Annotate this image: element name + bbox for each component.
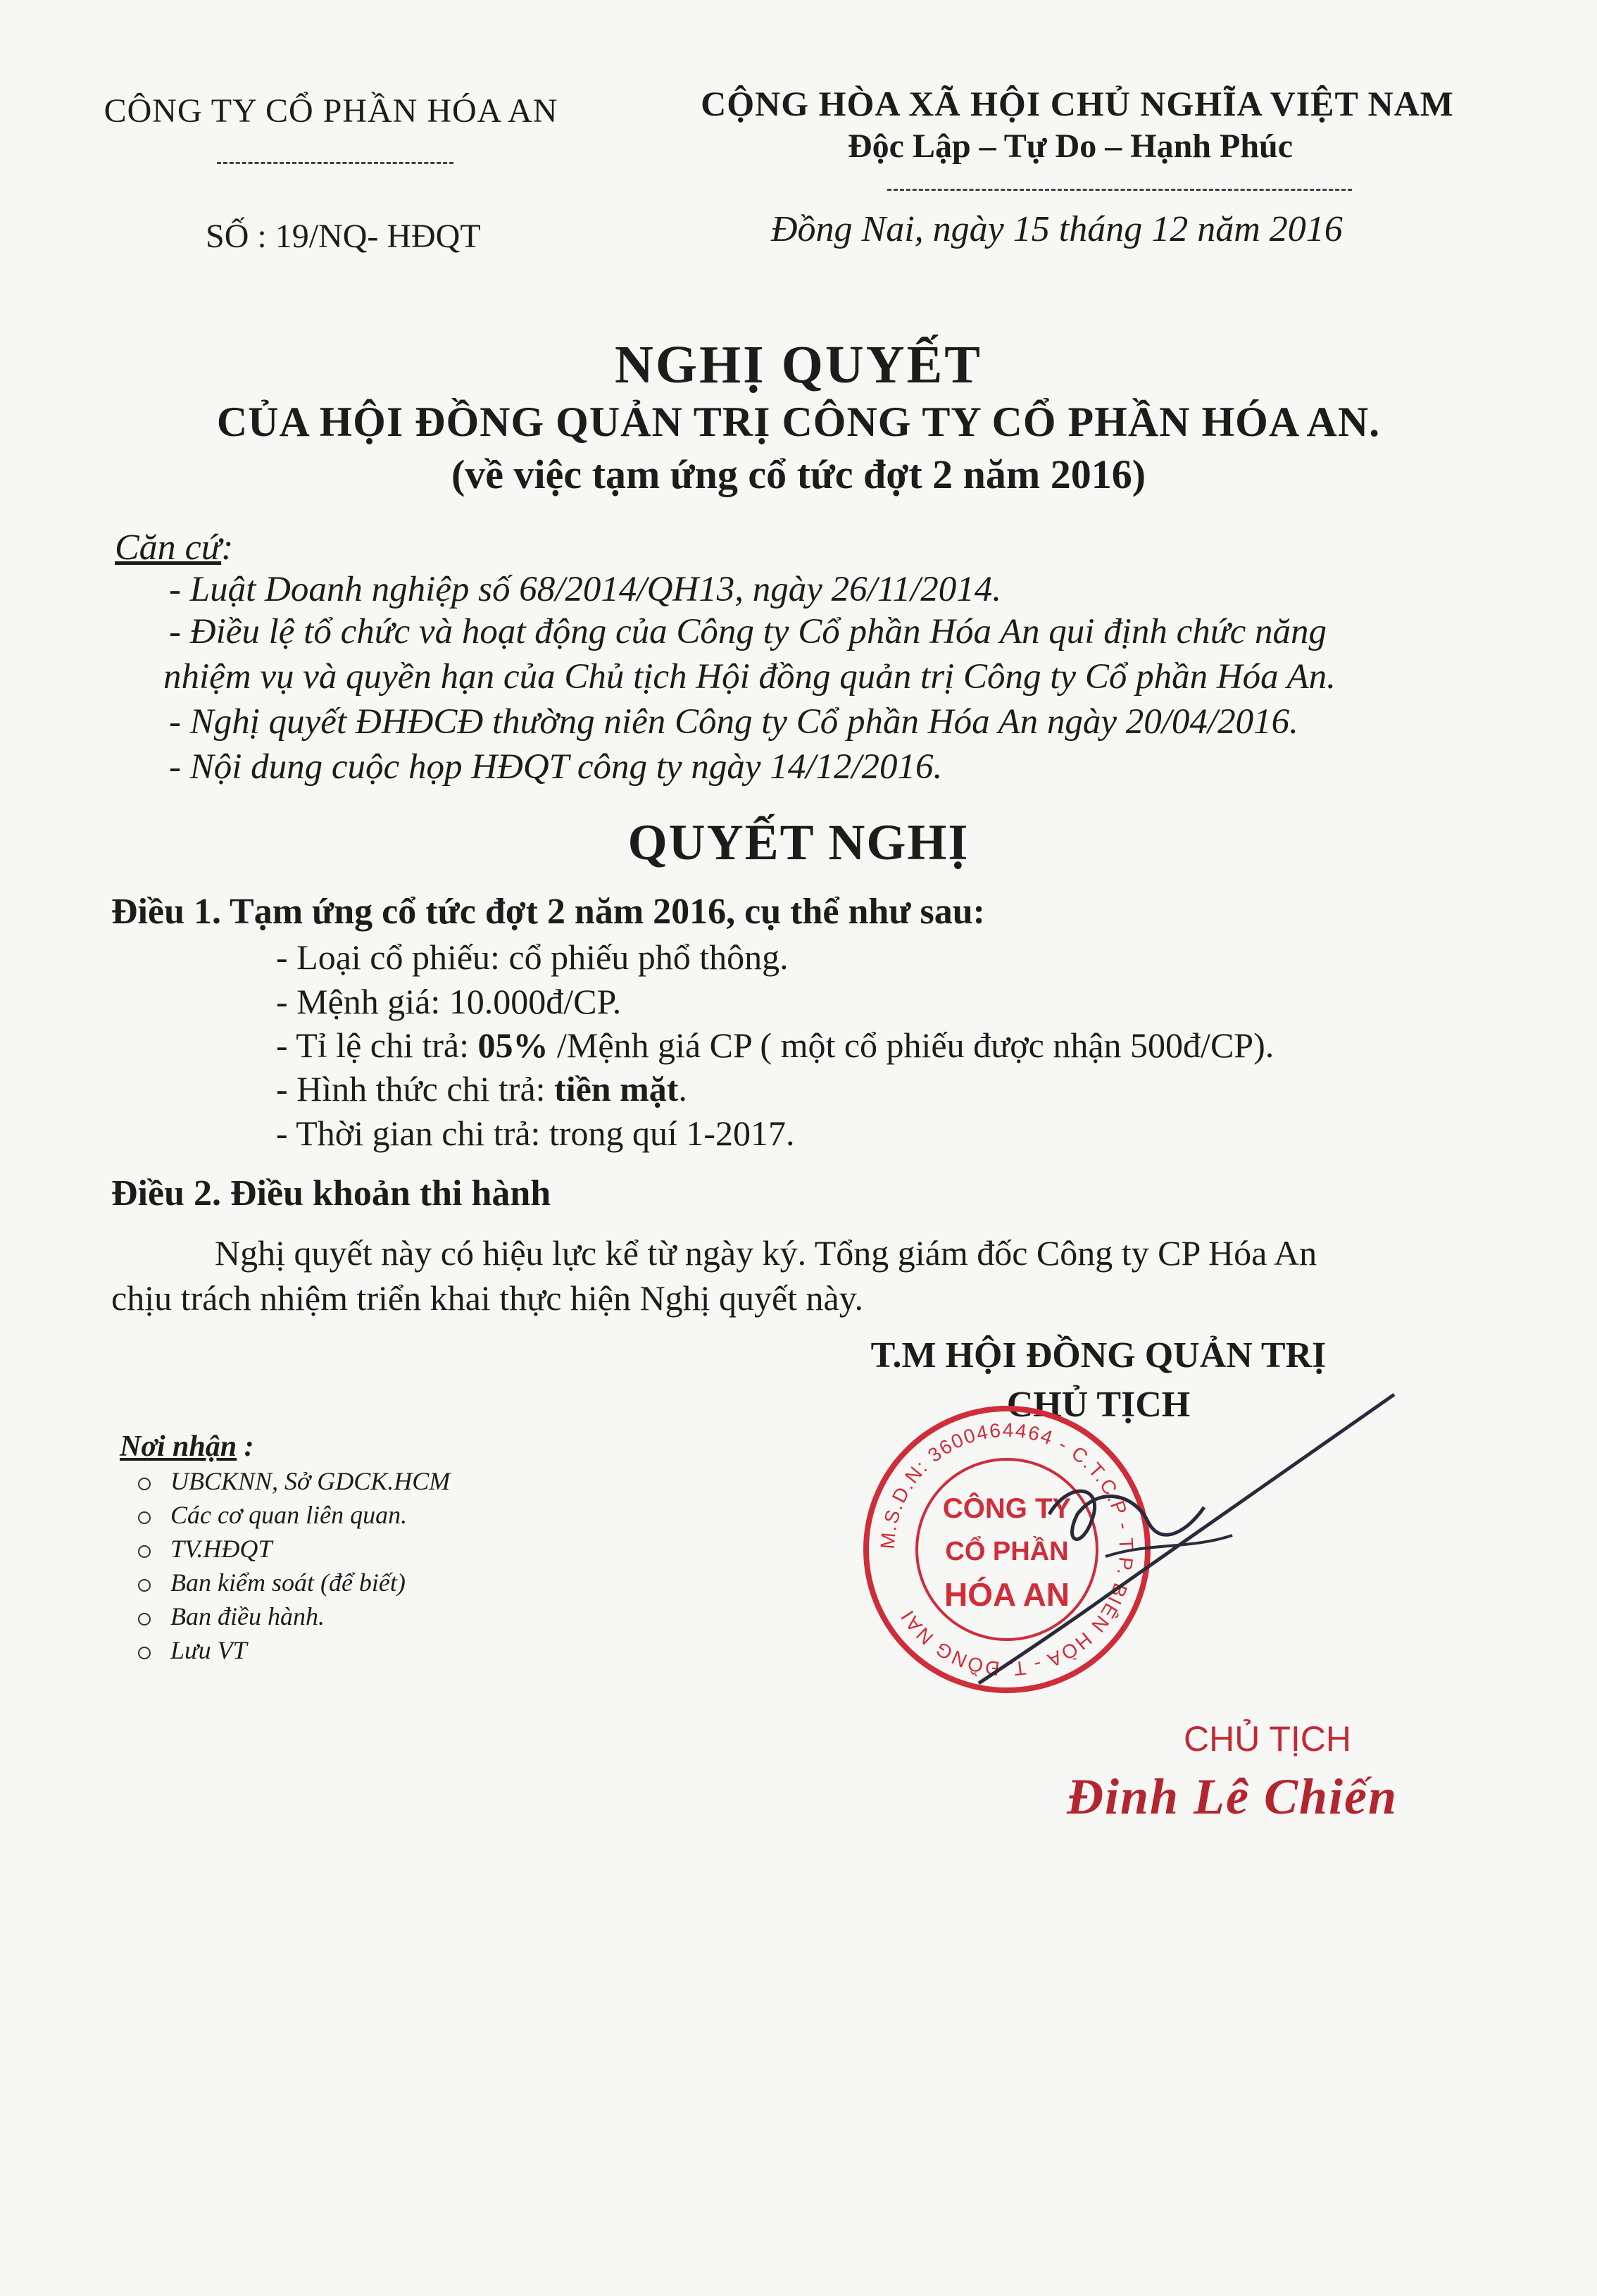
payment-method-suffix: .: [678, 1069, 687, 1109]
bullet-icon: [138, 1478, 151, 1490]
chairman-name: Đinh Lê Chiến: [1066, 1768, 1398, 1825]
seal-line-1: CÔNG TY: [942, 1493, 1072, 1524]
seal-ring-text: M.S.D.N: 3600464464 - C.T.C.P - T.P. BIÊN HÒA - T. ĐỒNG NAI: [876, 1418, 1138, 1680]
recipient-item: [138, 1635, 247, 1665]
bullet-icon: [138, 1579, 151, 1592]
recipients-label-text: Nơi nhận: [120, 1430, 237, 1463]
basis-item: nhiệm vụ và quyền hạn của Chủ tịch Hội đồng quản trị Công ty Cổ phần Hóa An.: [163, 657, 1336, 697]
recipient-text: TV.HĐQT: [170, 1535, 273, 1563]
basis-label: [115, 527, 233, 568]
stock-type-line: - Loại cổ phiếu: cổ phiếu phổ thông.: [276, 937, 789, 977]
seal-line-3: HÓA AN: [944, 1576, 1070, 1613]
bullet-icon: [138, 1613, 151, 1626]
bullet-icon: [138, 1647, 151, 1659]
par-value-line: - Mệnh giá: 10.000đ/CP.: [276, 982, 622, 1021]
recipients-label-suffix: :: [237, 1430, 254, 1463]
recipient-item: [138, 1500, 407, 1530]
payment-method-label: - Hình thức chi trả:: [276, 1069, 555, 1109]
document-subject: (về việc tạm ứng cổ tức đợt 2 năm 2016): [451, 451, 1146, 497]
recipient-text: Ban điều hành.: [170, 1602, 325, 1630]
chairman-stamp-label: CHỦ TỊCH: [1184, 1719, 1351, 1759]
article-2-heading: Điều 2. Điều khoản thi hành: [111, 1173, 551, 1213]
recipient-text: Các cơ quan liên quan.: [170, 1501, 408, 1529]
motto-underline: [887, 189, 1352, 191]
article-1-heading: Điều 1. Tạm ứng cổ tức đợt 2 năm 2016, cụ thể như sau:: [111, 892, 985, 932]
payout-ratio-note: /Mệnh giá CP ( một cổ phiếu được nhận 500đ/CP).: [548, 1025, 1275, 1065]
basis-item: - Luật Doanh nghiệp số 68/2014/QH13, ngày 26/11/2014.: [169, 570, 1001, 609]
handwritten-signature-icon: [937, 1380, 1429, 1733]
recipient-item: [138, 1602, 325, 1631]
seal-line-2: CỔ PHẦN: [945, 1537, 1069, 1566]
payment-time-line: - Thời gian chi trả: trong quí 1-2017.: [276, 1113, 795, 1153]
recipient-text: UBCKNN, Sở GDCK.HCM: [170, 1467, 451, 1495]
payout-ratio-label: - Tỉ lệ chi trả:: [276, 1025, 478, 1065]
payment-method-value: tiền mặt: [554, 1069, 679, 1109]
document-title: NGHỊ QUYẾT: [615, 335, 982, 394]
basis-item: - Điều lệ tổ chức và hoạt động của Công ty Cổ phần Hóa An qui định chức năng: [169, 612, 1327, 651]
recipient-item: [138, 1466, 450, 1496]
document-date: Đồng Nai, ngày 15 tháng 12 năm 2016: [771, 209, 1343, 249]
basis-item: - Nghị quyết ĐHĐCĐ thường niên Công ty Cổ phần Hóa An ngày 20/04/2016.: [169, 702, 1298, 742]
basis-label-suffix: :: [221, 528, 234, 568]
payment-method-line: [276, 1068, 687, 1109]
company-underline: [217, 162, 453, 164]
signature-role: CHỦ TỊCH: [1006, 1385, 1191, 1425]
recipient-text: Ban kiểm soát (để biết): [170, 1568, 406, 1597]
national-motto: Độc Lập – Tự Do – Hạnh Phúc: [847, 127, 1294, 165]
article-2-text: chịu trách nhiệm triển khai thực hiện Nghị quyết này.: [111, 1278, 863, 1318]
signature-on-behalf: T.M HỘI ĐỒNG QUẢN TRỊ: [870, 1335, 1327, 1375]
payout-ratio-value: 05%: [477, 1025, 549, 1065]
recipient-text: Lưu VT: [170, 1636, 247, 1664]
document-subtitle: CỦA HỘI ĐỒNG QUẢN TRỊ CÔNG TY CỔ PHẦN HÓA AN.: [216, 399, 1381, 445]
republic-title: CỘNG HÒA XÃ HỘI CHỦ NGHĨA VIỆT NAM: [701, 84, 1454, 123]
recipient-item: [138, 1534, 272, 1564]
payout-ratio-line: [276, 1025, 1274, 1066]
company-name: CÔNG TY CỔ PHẦN HÓA AN: [104, 92, 558, 130]
article-2-text: Nghị quyết này có hiệu lực kể từ ngày ký. Tổng giám đốc Công ty CP Hóa An: [215, 1233, 1317, 1273]
bullet-icon: [138, 1511, 151, 1524]
resolve-heading: QUYẾT NGHỊ: [627, 814, 970, 871]
document-number: SỐ : 19/NQ- HĐQT: [206, 218, 481, 255]
bullet-icon: [138, 1545, 151, 1558]
basis-item: - Nội dung cuộc họp HĐQT công ty ngày 14/12/2016.: [169, 747, 943, 787]
recipient-item: [138, 1568, 406, 1597]
basis-label-text: Căn cứ: [115, 528, 222, 568]
recipients-label: [120, 1430, 254, 1464]
